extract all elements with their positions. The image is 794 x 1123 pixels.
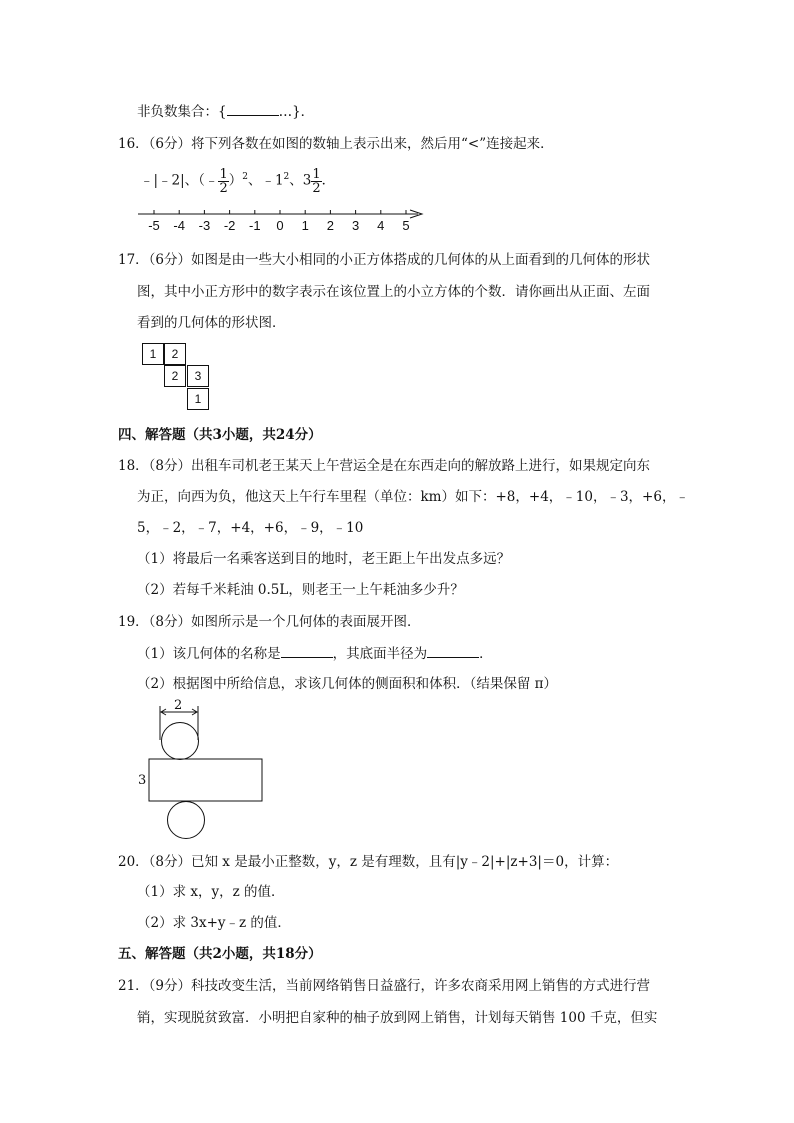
- axis-tick-label: -5: [148, 218, 160, 233]
- q15-line: 非负数集合：{ …}．: [137, 104, 315, 120]
- q18-line3: 5，﹣2，﹣7，+4，+6，﹣9，﹣10: [137, 520, 364, 536]
- axis-tick-label: -3: [198, 218, 211, 233]
- grid-cell: 3: [187, 365, 209, 387]
- q17-line2: 图，其中小正方形中的数字表示在该位置上的小立方体的个数．请你画出从正面、左面: [137, 284, 650, 300]
- q16-numbers: ﹣|﹣2|、（﹣ $\frac{1}{2}$ ）$^2$、$﹣1^2$、3 $\frac{1}{2}$ ．: [140, 166, 336, 196]
- axis-tick-label: 4: [377, 218, 385, 233]
- cylinder-net-figure: [130, 696, 280, 846]
- grid-cell: 2: [164, 365, 186, 387]
- q18-part2: （2）若每千米耗油 0.5L，则老王一上午耗油多少升？: [137, 582, 464, 598]
- axis-tick-label: 0: [276, 218, 284, 233]
- dimension-label-diameter: 2: [174, 698, 183, 713]
- axis-tick-label: -4: [173, 218, 185, 233]
- q21-line1: 21．（9分）科技改变生活，当前网络销售日益盛行，许多农商采用网上销售的方式进行营: [118, 978, 651, 994]
- number-line: [0, 0, 794, 240]
- section-5-heading: 五、解答题（共2小题，共18分）: [118, 946, 322, 962]
- axis-tick-label: -1: [249, 218, 261, 233]
- grid-cell: 2: [164, 343, 186, 365]
- number-line-ticks: [154, 210, 406, 214]
- grid-cell: 1: [187, 388, 209, 410]
- q18-line2: 为正，向西为负，他这天上午行车里程（单位：km）如下：+8，+4，﹣10，﹣3，+6，﹣: [137, 489, 689, 505]
- q18-line1: 18．（8分）出租车司机老王某天上午营运全是在东西走向的解放路上进行，如果规定向东: [118, 458, 651, 474]
- q19-part2: （2）根据图中所给信息，求该几何体的侧面积和体积．（结果保留 π）: [137, 676, 558, 692]
- fraction-mixed: $\frac{1}{2}$: [312, 166, 321, 196]
- q16-stem: 16．（6分）将下列各数在如图的数轴上表示出来，然后用“<”连接起来．: [118, 136, 554, 152]
- fraction-half: $\frac{1}{2}$: [219, 166, 228, 196]
- q19-part1: （1）该几何体的名称是 ，其底面半径为 ．: [137, 646, 493, 662]
- axis-tick-label: 1: [301, 218, 309, 233]
- axis-tick-label: 3: [351, 218, 360, 233]
- q19-line1: 19．（8分）如图所示是一个几何体的表面展开图．: [118, 614, 421, 630]
- q20-part1: （1）求 x，y，z 的值．: [137, 884, 285, 900]
- q18-part1: （1）将最后一名乘客送到目的地时，老王距上午出发点多远？: [137, 551, 511, 567]
- answer-blank: [427, 644, 479, 658]
- axis-tick-label: 5: [402, 218, 410, 233]
- q20-line1: 20．（8分）已知 x 是最小正整数，y，z 是有理数，且有|y﹣2|+|z+3|＝0，计算：: [118, 854, 619, 870]
- answer-blank: [281, 644, 333, 658]
- section-4-heading: 四、解答题（共3小题，共24分）: [118, 427, 322, 443]
- grid-cell: 1: [142, 343, 164, 365]
- bottom-circle: [168, 802, 205, 839]
- q17-line3: 看到的几何体的形状图．: [137, 315, 286, 331]
- lateral-rectangle: [149, 759, 262, 801]
- top-circle: [162, 723, 199, 760]
- q20-part2: （2）求 3x+y﹣z 的值．: [137, 915, 291, 931]
- q21-line2: 销，实现脱贫致富．小明把自家种的柚子放到网上销售，计划每天销售 100 千克，但实: [137, 1010, 658, 1026]
- dimension-label-height: 3: [138, 773, 147, 788]
- q17-line1: 17．（6分）如图是由一些大小相同的小正方体搭成的几何体的从上面看到的几何体的形状: [118, 252, 651, 268]
- axis-tick-label: -2: [223, 218, 236, 233]
- axis-tick-label: 2: [326, 218, 334, 233]
